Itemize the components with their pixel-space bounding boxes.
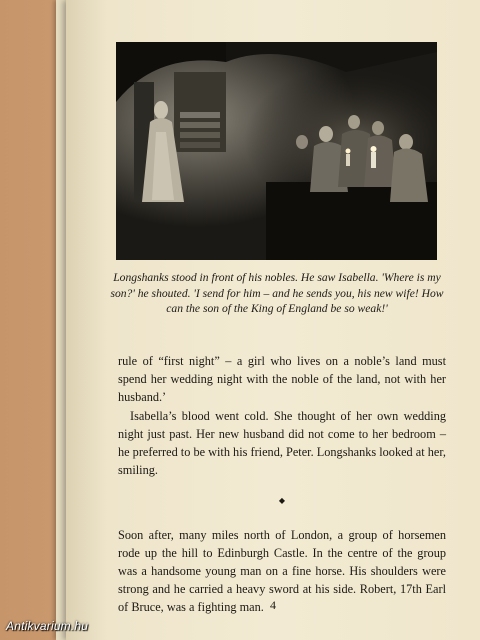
paragraph-3: Soon after, many miles north of London, a group of horsemen rode up the hill to Edinburgh Castle. In the centre of the group was a handsome young man on a fine horse. His shoulders were strong and he carried a heavy sword at his side. Robert, 17th Earl of Bruce, was a fighting man. xyxy=(118,527,446,615)
film-still-icon xyxy=(116,42,437,260)
page-number: 4 xyxy=(270,598,276,612)
body-text xyxy=(118,352,446,617)
section-divider: ◆ xyxy=(278,496,286,506)
watermark: Antikvarium.hu xyxy=(6,619,89,633)
paragraph-1: rule of “first night” – a girl who lives on a noble’s land must spend her wedding night with the noble of the land, not with her husband.’ xyxy=(118,354,446,405)
paragraph-2: Isabella’s blood went cold. She thought of her own wedding night just past. Her new husband did not come to her bedroom – he preferred to be with his friend, Peter. Longshanks looked at her, smiling. xyxy=(118,408,447,478)
book-page xyxy=(66,0,480,640)
photo-caption: Longshanks stood in front of his nobles. He saw Isabella. 'Where is my son?' he shouted. 'I send for him – and he sends you, his new wife! How can the son of the King of England be so weak!' xyxy=(110,271,444,316)
film-still-photo xyxy=(116,42,437,260)
